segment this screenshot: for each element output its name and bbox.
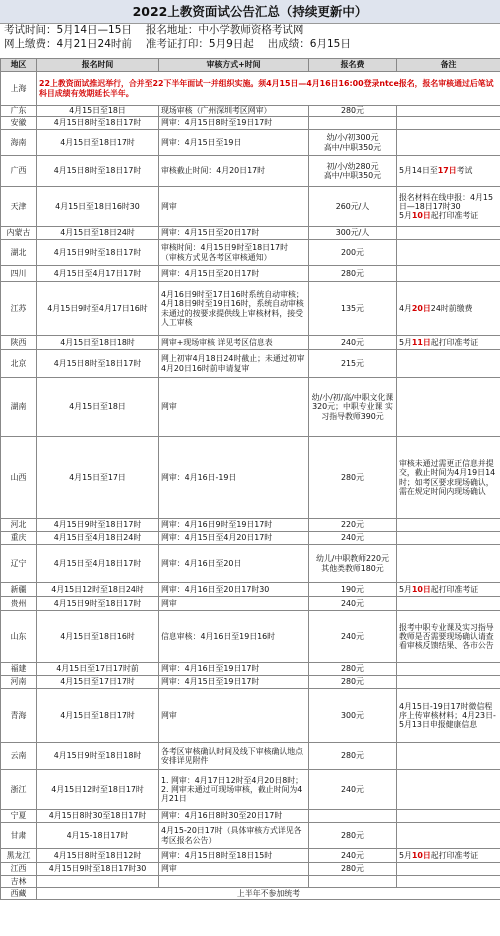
fee-cell: 240元 <box>309 770 397 810</box>
table-row <box>1 240 500 266</box>
header-region: 地区 <box>1 59 37 72</box>
registration-time-cell: 4月15日至4月18日17时 <box>37 545 159 583</box>
note-text: 报名材料在线申报：4月15日—18日17时30 5月 <box>399 192 493 221</box>
note-cell <box>397 876 500 888</box>
note-tail: 起打印准考证 <box>430 211 479 221</box>
table-row <box>1 888 500 900</box>
fee-cell: 280元 <box>309 676 397 689</box>
fee-cell: 190元 <box>309 583 397 597</box>
note-text: 5月 <box>399 850 412 860</box>
fee-cell: 初/小/幼280元 高中/中职350元 <box>309 156 397 187</box>
note-cell <box>397 597 500 611</box>
note-cell: 审核未通过需更正信息并提交，截止时间为4月19日14时；如考区要求现场确认，需在规定时间内现场确认 <box>397 437 500 519</box>
review-cell: 网审：4月16日8时30至20日17时 <box>159 810 309 823</box>
region-cell: 天津 <box>1 187 37 227</box>
region-cell: 宁夏 <box>1 810 37 823</box>
table-row <box>1 863 500 876</box>
table-row <box>1 611 500 663</box>
fee-cell: 280元 <box>309 266 397 282</box>
region-cell: 陕西 <box>1 336 37 350</box>
note-highlight: 10日 <box>411 850 431 860</box>
registration-time-cell: 4月15日至18日17时 <box>37 689 159 743</box>
score-release-time: 出成绩：6月15日 <box>267 37 351 50</box>
review-cell: 网审：4月15日至4月20日17时 <box>159 532 309 545</box>
registration-time-cell <box>37 876 159 888</box>
review-cell: 信息审核：4月16日至19日16时 <box>159 611 309 663</box>
review-cell: 审核截止时间：4月20日17时 <box>159 156 309 187</box>
region-cell: 内蒙古 <box>1 227 37 240</box>
review-cell: 网审：4月15日至20日17时 <box>159 227 309 240</box>
fee-cell: 215元 <box>309 350 397 378</box>
review-cell: 网审 <box>159 689 309 743</box>
fee-cell: 280元 <box>309 663 397 676</box>
registration-time-cell: 4月15日9时至18日17时 <box>37 519 159 532</box>
fee-cell: 幼/小/初300元 高中/中职350元 <box>309 130 397 156</box>
note-highlight: 10日 <box>411 211 431 221</box>
region-cell: 江西 <box>1 863 37 876</box>
region-cell: 贵州 <box>1 597 37 611</box>
info-line-2 <box>4 38 496 52</box>
fee-cell: 240元 <box>309 597 397 611</box>
registration-time-cell: 4月15日8时至18日12时 <box>37 849 159 863</box>
table-row <box>1 583 500 597</box>
table-row <box>1 676 500 689</box>
fee-cell: 280元 <box>309 106 397 117</box>
table-row <box>1 849 500 863</box>
note-cell <box>397 336 500 350</box>
table-row <box>1 130 500 156</box>
region-cell: 浙江 <box>1 770 37 810</box>
admission-ticket-time: 准考证打印：5月9日起 <box>145 37 254 50</box>
fee-cell <box>309 117 397 130</box>
table-row <box>1 106 500 117</box>
table-row <box>1 437 500 519</box>
registration-time-cell: 4月15日8时至18日17时 <box>37 156 159 187</box>
note-text: 5月 <box>399 584 412 594</box>
fee-cell: 240元 <box>309 611 397 663</box>
note-cell <box>397 676 500 689</box>
info-block <box>0 24 500 51</box>
review-cell: 网审：4月15日至19日17时 <box>159 676 309 689</box>
registration-time-cell: 4月15-18日17时 <box>37 823 159 849</box>
region-cell: 山东 <box>1 611 37 663</box>
review-cell: 网审：4月16日至20日17时30 <box>159 583 309 597</box>
table-row <box>1 823 500 849</box>
table-row <box>1 689 500 743</box>
region-cell: 辽宁 <box>1 545 37 583</box>
note-cell <box>397 810 500 823</box>
note-highlight: 20日 <box>411 303 431 313</box>
exam-time: 考试时间：5月14日—15日 <box>4 24 132 36</box>
registration-time-cell: 4月15日9时至18日17时 <box>37 240 159 266</box>
registration-time-cell: 4月15日9时至18日17时30 <box>37 863 159 876</box>
region-cell: 上海 <box>1 72 37 106</box>
fee-cell: 260元/人 <box>309 187 397 227</box>
table-row <box>1 227 500 240</box>
registration-time-cell: 4月15日12时至18日17时 <box>37 770 159 810</box>
note-cell <box>397 266 500 282</box>
table-row <box>1 72 500 106</box>
note-tail: 起打印准考证 <box>430 584 479 594</box>
table-row <box>1 156 500 187</box>
registration-time-cell: 4月15日至4月18日24时 <box>37 532 159 545</box>
region-cell: 河南 <box>1 676 37 689</box>
table-row <box>1 266 500 282</box>
note-cell <box>397 350 500 378</box>
note-cell <box>397 156 500 187</box>
table-row <box>1 663 500 676</box>
review-cell: 网审 <box>159 187 309 227</box>
registration-time-cell: 4月15日至18日24时 <box>37 227 159 240</box>
note-highlight: 10日 <box>411 584 431 594</box>
table-row <box>1 187 500 227</box>
table-row <box>1 810 500 823</box>
note-cell <box>397 130 500 156</box>
region-cell: 江苏 <box>1 282 37 336</box>
review-cell: 网审：4月15日8时至18日15时 <box>159 849 309 863</box>
fee-cell: 280元 <box>309 437 397 519</box>
region-cell: 西藏 <box>1 888 37 900</box>
region-cell: 山西 <box>1 437 37 519</box>
fee-cell: 280元 <box>309 863 397 876</box>
review-cell: 网审+现场审核 详见考区信息表 <box>159 336 309 350</box>
review-cell: 1. 网审：4月17日12时至4月20日8时；2. 网审未通过可现场审核，截止时间为4月21日 <box>159 770 309 810</box>
header-review: 审核方式+时间 <box>159 59 309 72</box>
table-row <box>1 545 500 583</box>
review-cell: 网审 <box>159 597 309 611</box>
note-cell <box>397 378 500 437</box>
review-cell: 网上初审4月18日24时截止；未通过初审4月20日16时前申请复审 <box>159 350 309 378</box>
review-cell: 网审：4月15日8时至19日17时 <box>159 117 309 130</box>
registration-time-cell: 4月15日至18日18时 <box>37 336 159 350</box>
table-row <box>1 597 500 611</box>
note-tail: 24时前缴费 <box>430 303 473 313</box>
announcement-cell: 22上教资面试推迟举行，合并至22下半年面试一并组织实施。须4月15日—4月16日16:00登录ntce报名，报名审核通过后笔试科目成绩有效期延长半年。 <box>37 72 500 106</box>
note-cell <box>397 545 500 583</box>
registration-time-cell: 4月15日9时至18日17时 <box>37 597 159 611</box>
review-cell: 现场审核（广州深圳考区网审） <box>159 106 309 117</box>
note-cell <box>397 227 500 240</box>
note-text: 5月14日至 <box>399 166 438 176</box>
region-cell: 海南 <box>1 130 37 156</box>
registration-time-cell: 4月15日至18日 <box>37 378 159 437</box>
note-cell <box>397 863 500 876</box>
note-cell <box>397 117 500 130</box>
registration-time-cell: 4月15日至18日17时 <box>37 130 159 156</box>
registration-time-cell: 4月15日至17日17时 <box>37 676 159 689</box>
region-cell: 河北 <box>1 519 37 532</box>
note-cell <box>397 532 500 545</box>
note-cell <box>397 519 500 532</box>
table-row <box>1 336 500 350</box>
note-text: 4月 <box>399 303 412 313</box>
note-tail: 起打印准考证 <box>430 850 479 860</box>
review-cell: 网审：4月16日9时至19日17时 <box>159 519 309 532</box>
review-cell: 审核时间：4月15日9时至18日17时 （审核方式见各考区审核通知） <box>159 240 309 266</box>
note-highlight: 17日 <box>437 166 457 176</box>
fee-cell: 220元 <box>309 519 397 532</box>
review-cell: 网审：4月16日至19日17时 <box>159 663 309 676</box>
registration-time-cell: 4月15日9时至4月17日16时 <box>37 282 159 336</box>
fee-cell: 240元 <box>309 532 397 545</box>
review-cell: 网审：4月15日至20日17时 <box>159 266 309 282</box>
table-row <box>1 770 500 810</box>
table-row <box>1 117 500 130</box>
region-cell: 北京 <box>1 350 37 378</box>
fee-cell: 200元 <box>309 240 397 266</box>
table-row <box>1 350 500 378</box>
note-cell <box>397 282 500 336</box>
note-cell <box>397 823 500 849</box>
note-cell <box>397 849 500 863</box>
header-fee: 报名费 <box>309 59 397 72</box>
region-cell: 重庆 <box>1 532 37 545</box>
fee-cell: 135元 <box>309 282 397 336</box>
registration-time-cell: 4月15日至17日 <box>37 437 159 519</box>
registration-time-cell: 4月15日8时30至18日17时 <box>37 810 159 823</box>
region-cell: 广东 <box>1 106 37 117</box>
note-cell <box>397 106 500 117</box>
registration-time-cell: 4月15日至4月17日17时 <box>37 266 159 282</box>
fee-cell: 幼儿/中职教师220元 其他类教师180元 <box>309 545 397 583</box>
registration-site: 报名地址：中小学教师资格考试网 <box>145 24 304 36</box>
review-cell: 网审：4月16日-19日 <box>159 437 309 519</box>
review-cell: 4月15-20日17时（具体审核方式详见各考区报名公告） <box>159 823 309 849</box>
region-cell: 青海 <box>1 689 37 743</box>
region-cell: 甘肃 <box>1 823 37 849</box>
registration-time-cell: 4月15日至18日 <box>37 106 159 117</box>
region-cell: 新疆 <box>1 583 37 597</box>
info-line-1 <box>4 24 496 38</box>
fee-cell: 幼/小/初/高/中职文化课320元；中职专业课 实习指导教师390元 <box>309 378 397 437</box>
review-cell <box>159 876 309 888</box>
region-cell: 湖南 <box>1 378 37 437</box>
registration-time-cell: 4月15日8时至18日17时 <box>37 350 159 378</box>
registration-time-cell: 4月15日9时至18日18时 <box>37 743 159 770</box>
page-title: 2022上教资面试公告汇总（持续更新中） <box>0 0 500 24</box>
region-cell: 黑龙江 <box>1 849 37 863</box>
note-cell: 4月15日-19日17时微信程序上传审核材料；4月23日-5月13日申报健康信息 <box>397 689 500 743</box>
fee-cell <box>309 876 397 888</box>
region-cell: 四川 <box>1 266 37 282</box>
table-header-row <box>1 59 500 72</box>
region-cell: 广西 <box>1 156 37 187</box>
schedule-table <box>0 58 500 900</box>
review-cell: 4月16日9时至17日16时系统自动审核；4月18日9时至19日16时，系统自动审核未通过的按要求提供线上审核材料，接受人工审核 <box>159 282 309 336</box>
note-cell: 报考中职专业课及实习指导教师是否需要现场确认请查看审核反馈结果、各市公告 <box>397 611 500 663</box>
fee-cell: 280元 <box>309 743 397 770</box>
table-body <box>1 72 500 900</box>
review-cell: 网审 <box>159 378 309 437</box>
region-cell: 安徽 <box>1 117 37 130</box>
region-cell: 云南 <box>1 743 37 770</box>
fee-cell <box>309 810 397 823</box>
review-cell: 网审：4月15日至19日 <box>159 130 309 156</box>
table-row <box>1 519 500 532</box>
note-cell <box>397 240 500 266</box>
payment-time: 网上缴费：4月21日24时前 <box>4 37 132 50</box>
note-cell <box>397 187 500 227</box>
note-tail: 考试 <box>456 166 473 176</box>
review-cell: 网审：4月16日至20日 <box>159 545 309 583</box>
registration-time-cell: 4月15日至17日17时前 <box>37 663 159 676</box>
table-row <box>1 743 500 770</box>
registration-time-cell: 4月15日8时至18日17时 <box>37 117 159 130</box>
table-row <box>1 282 500 336</box>
announcement-cell: 上半年不参加统考 <box>37 888 500 900</box>
note-tail: 起打印准考证 <box>430 337 479 347</box>
table-row <box>1 378 500 437</box>
note-cell <box>397 663 500 676</box>
region-cell: 福建 <box>1 663 37 676</box>
region-cell: 吉林 <box>1 876 37 888</box>
note-cell <box>397 770 500 810</box>
registration-time-cell: 4月15日12时至18日24时 <box>37 583 159 597</box>
fee-cell: 300元/人 <box>309 227 397 240</box>
table-row <box>1 876 500 888</box>
fee-cell: 240元 <box>309 849 397 863</box>
region-cell: 湖北 <box>1 240 37 266</box>
note-text: 5月 <box>399 337 412 347</box>
review-cell: 各考区审核确认时间及线下审核确认地点安排详见附件 <box>159 743 309 770</box>
note-highlight: 11日 <box>411 337 431 347</box>
table-row <box>1 532 500 545</box>
registration-time-cell: 4月15日至18日16时30 <box>37 187 159 227</box>
fee-cell: 300元 <box>309 689 397 743</box>
header-registration-time: 报名时间 <box>37 59 159 72</box>
header-note: 备注 <box>397 59 500 72</box>
registration-time-cell: 4月15日至18日16时 <box>37 611 159 663</box>
note-cell <box>397 743 500 770</box>
fee-cell: 280元 <box>309 823 397 849</box>
review-cell: 网审 <box>159 863 309 876</box>
fee-cell: 240元 <box>309 336 397 350</box>
note-cell <box>397 583 500 597</box>
